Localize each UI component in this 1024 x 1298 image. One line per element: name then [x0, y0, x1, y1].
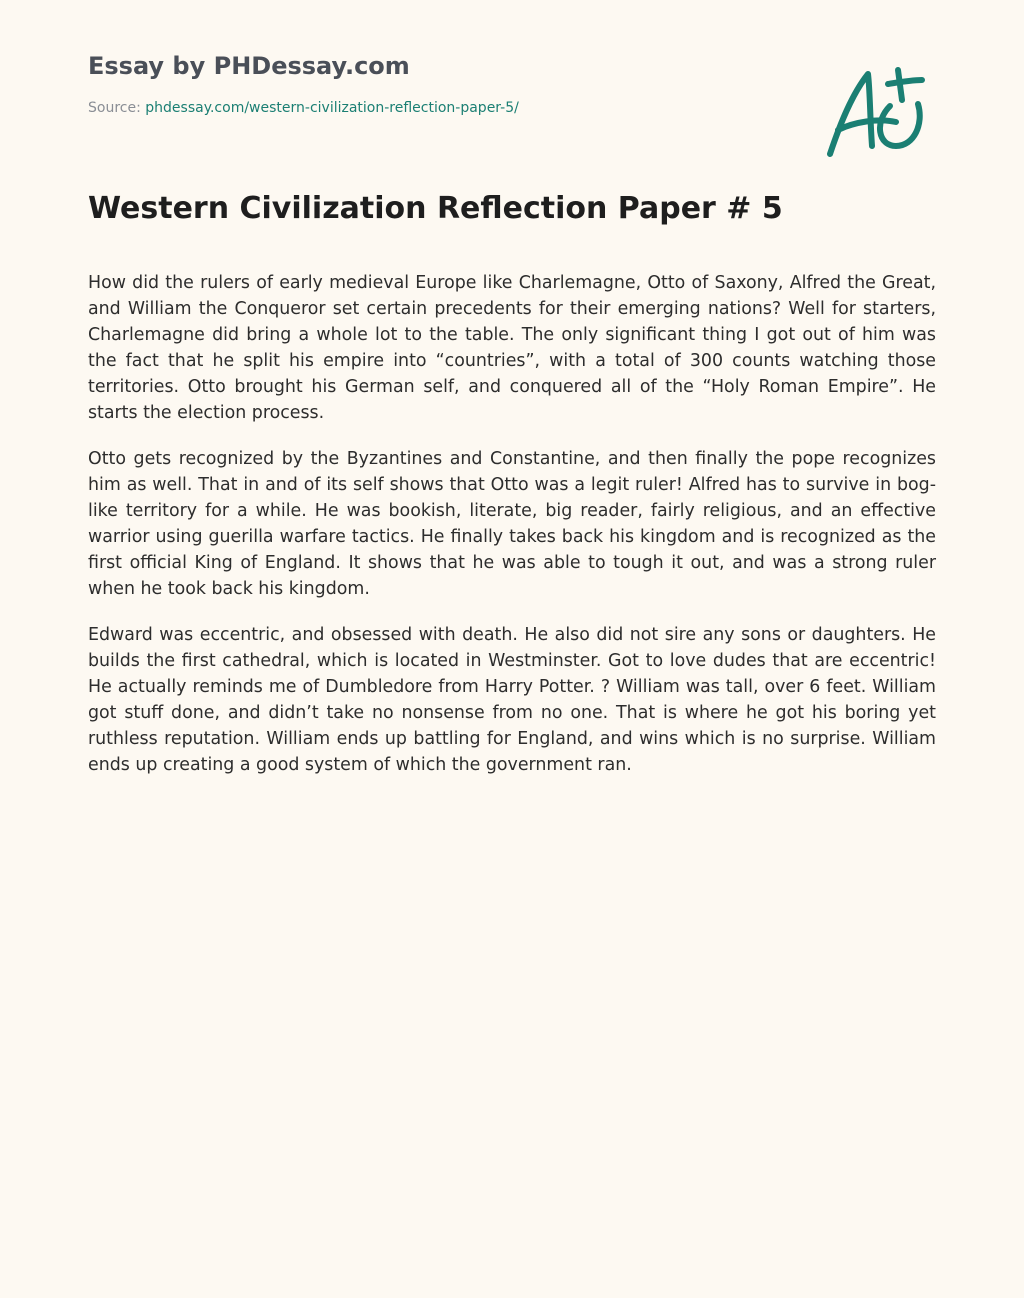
brand-title: Essay by PHDessay.com — [88, 52, 410, 80]
essay-paragraph: Otto gets recognized by the Byzantines and Constantine, and then finally the pope recognizes him as well. That in and of its self shows that Otto was a legit ruler! Alfred has to survive in bog-like territory for a while. He was bookish, literate, big reader, fairly religious, and an effective warrior using guerilla warfare tactics. He finally takes back his kingdom and is recognized as the first official King of England. It shows that he was able to tough it out, and was a strong ruler when he took back his kingdom. — [88, 449, 936, 599]
a-plus-logo-icon — [818, 60, 934, 164]
source-link[interactable]: phdessay.com/western-civilization-reflection-paper-5/ — [145, 100, 519, 116]
essay-paragraph: How did the rulers of early medieval Europe like Charlemagne, Otto of Saxony, Alfred the Great, and William the Conqueror set certain precedents for their emerging nations? Well for starters, Charlemagne did bring a whole lot to the table. The only significant thing I got out of him was the fact that he split his empire into “countries”, with a total of 300 counts watching those territories. Otto brought his German self, and conquered all of the “Holy Roman Empire”. He starts the election process. — [88, 273, 936, 423]
essay-body — [88, 270, 936, 798]
essay-title: Western Civilization Reflection Paper # 5 — [88, 191, 783, 226]
source-line — [88, 98, 788, 118]
page-header — [88, 48, 788, 118]
essay-paragraph: Edward was eccentric, and obsessed with death. He also did not sire any sons or daughters. He builds the first cathedral, which is located in Westminster. Got to love dudes that are eccentric! He actually reminds me of Dumbledore from Harry Potter. ? William was tall, over 6 feet. William got stuff done, and didn’t take no nonsense from no one. That is where he got his boring yet ruthless reputation. William ends up battling for England, and wins which is no surprise. William ends up creating a good system of which the government ran. — [88, 625, 936, 775]
source-label: Source: — [88, 100, 141, 116]
